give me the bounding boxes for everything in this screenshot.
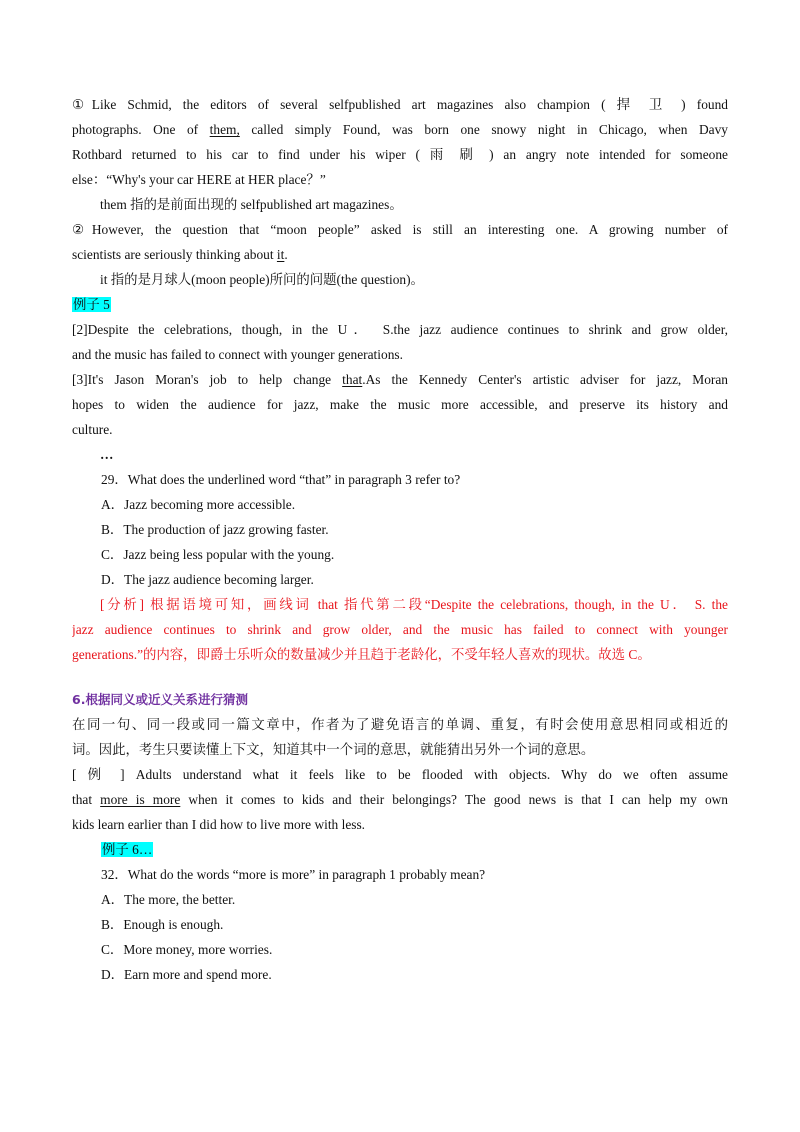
question-29: 29．What does the underlined word “that” in paragraph 3 refer to?: [101, 472, 461, 487]
paragraph-2-line-2: [72, 242, 728, 267]
option-b: B．Enough is enough.: [101, 917, 224, 932]
underlined-word-them: them,: [209, 122, 240, 137]
text-span: called simply Found, was born one snowy night in Chicago, when Davy: [239, 122, 728, 137]
paragraph-1-line-3: Rothbard returned to his car to find under his wiper ( 雨 刷 ) an angry note intended for someone: [72, 147, 728, 162]
underlined-phrase-more-is-more: more is more: [100, 792, 181, 807]
example-5-line-4: hopes to widen the audience for jazz, make the music more accessible, and preserve its history and: [72, 397, 728, 412]
analysis-line-1: [分析] 根据语境可知，画线词 that 指代第二段“Despite the celebrations, though, in the U． S. the: [100, 597, 728, 612]
paragraph-2-line-1: ②However, the question that “moon people” asked is still an interesting one. A growing number of: [72, 222, 728, 237]
example-5-line-2: and the music has failed to connect with younger generations.: [72, 347, 403, 362]
analysis-line-2: jazz audience continues to shrink and grow older, and the music has failed to connect with younger: [72, 622, 728, 637]
example-5-tag-row: [72, 292, 728, 317]
example-line-1: [ 例 ] Adults understand what it feels like to be flooded with objects. Why do we often assume: [72, 767, 728, 782]
paragraph-1-line-4: else：“Why's your car HERE at HER place？”: [72, 172, 326, 187]
option-c: C．Jazz being less popular with the young.: [101, 547, 335, 562]
example-5-line-5: culture.: [72, 422, 113, 437]
underlined-word-it: it: [276, 247, 285, 262]
option-b: B．The production of jazz growing faster.: [101, 522, 329, 537]
option-d: D．Earn more and spend more.: [101, 967, 272, 982]
underlined-word-that: that: [342, 372, 363, 387]
option-a: A．The more, the better.: [101, 892, 236, 907]
example-line-3: kids learn earlier than I did how to live more with less.: [72, 817, 366, 832]
section-6-line-2: 词。因此，考生只要读懂上下文，知道其中一个词的意思，就能猜出另外一个词的意思。: [72, 742, 595, 757]
example-5-line-3: [72, 367, 728, 392]
section-6-heading: 6.根据同义或近义关系进行猜测: [72, 692, 248, 707]
text-span: photographs. One of: [72, 122, 210, 137]
ellipsis: …: [100, 447, 114, 462]
option-d: D．The jazz audience becoming larger.: [101, 572, 314, 587]
text-span: that: [72, 792, 101, 807]
paragraph-2-note: it 指的是月球人(moon people)所问的问题(the question)。: [100, 272, 424, 287]
example-5-tag: 例子 5: [73, 297, 110, 312]
text-span: when it comes to kids and their belongings? The good news is that I can help my own: [180, 792, 728, 807]
paragraph-1-note: them 指的是前面出现的 selfpublished art magazines。: [100, 197, 403, 212]
section-6-line-1: 在同一句、同一段或同一篇文章中，作者为了避免语言的单调、重复，有时会使用意思相同或相近的: [72, 717, 728, 732]
text-span: .As the Kennedy Center's artistic adviser for jazz, Moran: [362, 372, 728, 387]
text-span: [3]It's Jason Moran's job to help change: [72, 372, 343, 387]
option-c: C．More money, more worries.: [101, 942, 273, 957]
example-line-2: [72, 787, 728, 812]
question-32: 32．What do the words “more is more” in paragraph 1 probably mean?: [101, 867, 486, 882]
spacer: [72, 667, 728, 687]
paragraph-1-line-2: [72, 117, 728, 142]
text-span: scientists are seriously thinking about: [72, 247, 277, 262]
text-span: .: [284, 247, 288, 262]
example-6-tag: 例子 6…: [102, 842, 153, 857]
document-page: [72, 92, 728, 987]
example-6-tag-row: [72, 837, 728, 862]
analysis-line-3: generations.”的内容，即爵士乐听众的数量减少并且趋于老龄化，不受年轻人喜欢的现状。故选 C。: [72, 647, 651, 662]
option-a: A．Jazz becoming more accessible.: [101, 497, 296, 512]
example-5-line-1: [2]Despite the celebrations, though, in the U． S.the jazz audience continues to shrink and grow older,: [72, 322, 728, 337]
paragraph-1-line-1: ①Like Schmid, the editors of several selfpublished art magazines also champion ( 捍 卫 ) found: [72, 97, 728, 112]
